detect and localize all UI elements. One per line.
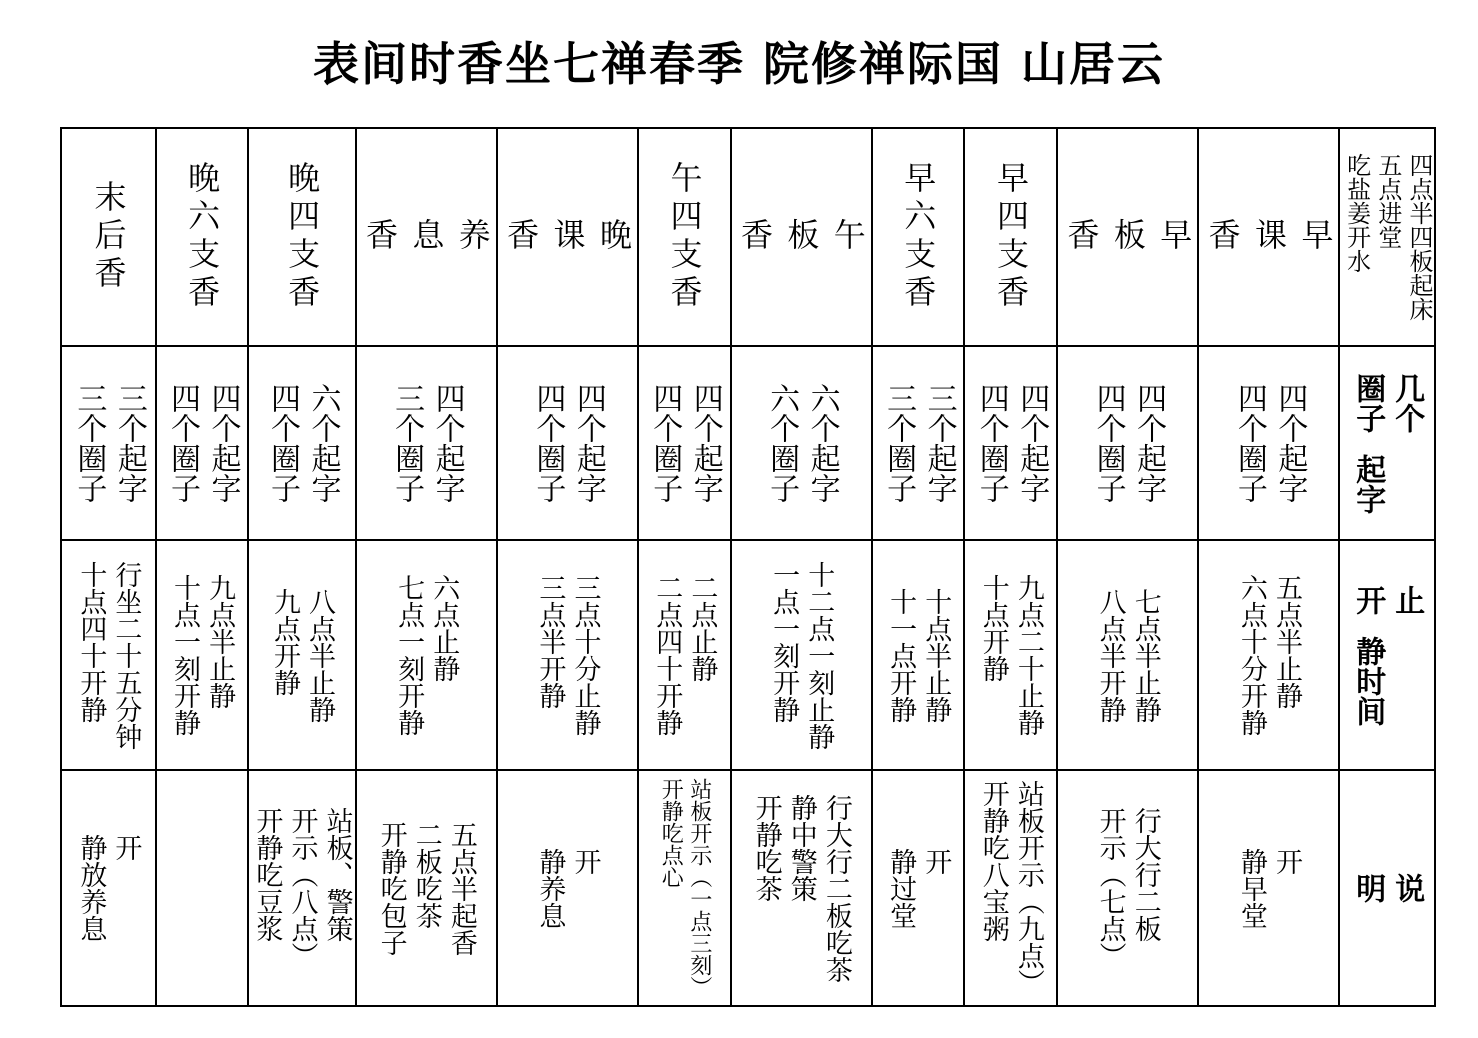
time-cell: [730, 539, 871, 769]
note-cell-text: 站板开示（九点） 开静吃八宝粥: [977, 780, 1044, 996]
note-cell-text: 开 静放养息: [75, 834, 142, 942]
note-cell-text: 五点半起香 二板吃茶 开静吃包子: [375, 820, 477, 956]
note-cell: [247, 769, 354, 1005]
time-cell: [247, 539, 354, 769]
page-title: 表间时香坐七禅春季 院修禅际国 山居云: [312, 37, 1166, 91]
session-name: [871, 129, 964, 345]
session-name-text: 养 息 香: [360, 218, 492, 256]
count-cell: [637, 345, 730, 539]
time-cell-text: 三点十分止静 三点半开静: [534, 574, 601, 736]
count-cell: [355, 345, 496, 539]
note-cell-text: 行大行二板吃茶 静中警策 开静吃茶: [750, 793, 852, 983]
time-cell-text: 九点半止静 十点一刻开静: [168, 574, 236, 736]
count-cell: [963, 345, 1056, 539]
session-name: [963, 129, 1056, 345]
count-cell: [1056, 345, 1197, 539]
note-cell: [637, 769, 730, 1005]
time-cell: [1056, 539, 1197, 769]
count-cell: [247, 345, 354, 539]
note-cell: [155, 769, 248, 1005]
time-cell: [637, 539, 730, 769]
time-cell: [871, 539, 964, 769]
session-name-text: 早 板 香: [1062, 218, 1194, 256]
count-cell: [871, 345, 964, 539]
header-wake: [1338, 129, 1434, 345]
time-cell-text: 十点半止静 十一点开静: [885, 587, 952, 723]
session-name: [1197, 129, 1338, 345]
session-name: [155, 129, 248, 345]
header-time: [1338, 539, 1434, 769]
session-name-text: 午四支香: [665, 161, 704, 313]
time-cell-text: 十二点一刻止静 一点一刻开静: [768, 560, 835, 750]
header-count: [1338, 345, 1434, 539]
time-cell-text: 二点止静 二点四十开静: [651, 574, 718, 736]
session-name-text: 早 课 香: [1203, 218, 1335, 256]
session-name: [496, 129, 637, 345]
note-cell-text: 开 静过堂: [885, 847, 952, 929]
time-cell: [963, 539, 1056, 769]
count-cell-text: 四个起字 四个圈子: [647, 383, 723, 503]
count-cell-text: 四个起字 四个圈子: [973, 383, 1050, 503]
count-cell-text: 三个起字 三个圈子: [881, 383, 957, 503]
time-cell: [155, 539, 248, 769]
time-cell-text: 五点半止静 六点十分开静: [1235, 574, 1302, 736]
time-cell: [355, 539, 496, 769]
time-cell-text: 九点二十止静 十点开静: [977, 574, 1044, 736]
time-cell-text: 八点半止静 九点开静: [268, 587, 336, 723]
note-cell-text: 行大行二板 开示（七点）: [1094, 807, 1161, 969]
session-name-text: 午 板 香: [735, 218, 867, 256]
session-name-text: 末后香: [89, 180, 128, 294]
count-cell-text: 六个起字 六个圈子: [764, 383, 840, 503]
note-cell-text: 开 静早堂: [1235, 847, 1302, 929]
note-cell: [1056, 769, 1197, 1005]
time-cell: [62, 539, 155, 769]
session-name-text: 早六支香: [899, 161, 938, 313]
header-note-text: 说 明: [1350, 873, 1425, 903]
count-cell-text: 四个起字 三个圈子: [389, 383, 465, 503]
note-cell: [871, 769, 964, 1005]
session-name: [637, 129, 730, 345]
session-name: [730, 129, 871, 345]
session-name-text: 晚四支香: [283, 161, 322, 313]
note-cell: [62, 769, 155, 1005]
note-cell-text: 站板、警策 开示（八点） 开静吃豆浆: [251, 807, 353, 969]
count-cell: [1197, 345, 1338, 539]
time-cell: [1197, 539, 1338, 769]
note-cell: [963, 769, 1056, 1005]
count-cell-text: 四个起字 四个圈子: [1090, 383, 1167, 503]
count-cell: [62, 345, 155, 539]
note-cell: [730, 769, 871, 1005]
schedule-table: [60, 127, 1436, 1007]
header-count-text: 几个 圈子 起字: [1350, 372, 1425, 514]
session-name-text: 晚 课 香: [502, 218, 633, 256]
count-cell-text: 四个起字 四个圈子: [530, 383, 606, 503]
note-cell: [1197, 769, 1338, 1005]
count-cell: [155, 345, 248, 539]
time-cell-text: 六点止静 七点一刻开静: [393, 574, 460, 736]
session-name: [1056, 129, 1197, 345]
session-name: [355, 129, 496, 345]
session-name: [62, 129, 155, 345]
count-cell-text: 四个起字 四个圈子: [164, 383, 241, 503]
note-cell: [496, 769, 637, 1005]
note-cell-text: 站板开示（一点三刻） 开静吃点心: [658, 778, 712, 998]
count-cell-text: 三个起字 三个圈子: [71, 383, 147, 503]
session-name: [247, 129, 354, 345]
time-cell-text: 七点半止静 八点半开静: [1094, 587, 1161, 723]
header-time-text: 止 开 静时间: [1350, 584, 1425, 726]
count-cell: [730, 345, 871, 539]
count-cell-text: 四个起字 四个圈子: [1231, 383, 1308, 503]
count-cell: [496, 345, 637, 539]
session-name-text: 早四支香: [991, 161, 1030, 313]
time-cell: [496, 539, 637, 769]
note-cell: [355, 769, 496, 1005]
count-cell-text: 六个起字 四个圈子: [264, 383, 341, 503]
note-cell-text: 开 静养息: [534, 847, 601, 929]
time-cell-text: 行坐二十五分钟 十点四十开静: [75, 560, 142, 750]
header-wake-text: 四点半四板起床 五点进堂 吃盐姜开水: [1342, 153, 1433, 321]
header-note: [1338, 769, 1434, 1005]
session-name-text: 晚六支香: [183, 161, 222, 313]
